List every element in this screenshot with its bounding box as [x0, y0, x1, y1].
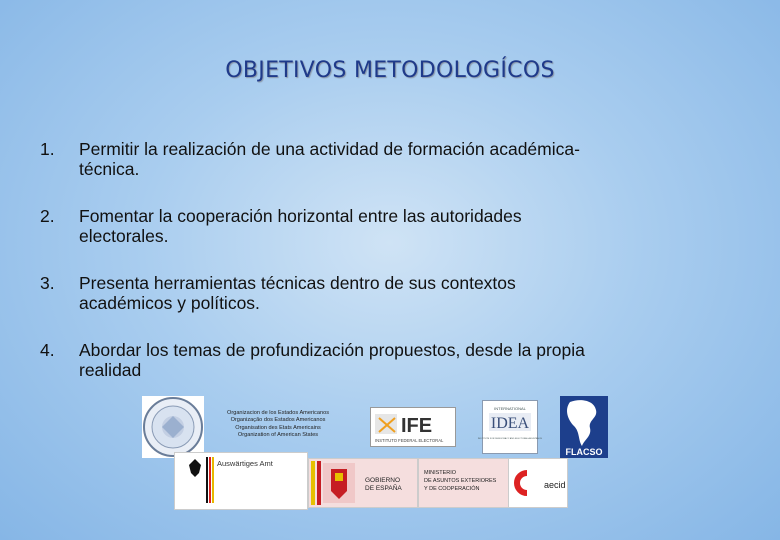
oas-seal-logo [142, 396, 204, 458]
oas-name-line: Organisation des Etats Americains [235, 424, 321, 431]
aecid-logo [508, 458, 568, 508]
objective-text [79, 273, 679, 313]
idea-logo-text: IDEA [490, 415, 530, 432]
objective-text-line: Abordar los temas de profundización propuestos, desde la propia [79, 340, 585, 360]
idea-logo-top: INTERNATIONAL [494, 406, 526, 411]
flacso-logo [560, 396, 608, 458]
idea-logo [477, 400, 543, 454]
oas-names [219, 410, 337, 439]
oas-name-line: Organization of American States [237, 431, 319, 438]
ministerio-text-line: DE ASUNTOS EXTERIORES [424, 478, 497, 484]
objective-number: 4. [40, 340, 55, 360]
objective-text-line: Permitir la realización de una actividad de formación académica- [79, 139, 580, 159]
objective-text-line: académicos y políticos. [79, 293, 260, 313]
idea-logo-subtitle: INSTITUTE FOR DEMOCRACY AND ELECTORAL ASSISTANCE [477, 438, 543, 440]
aecid-logo-text: aecid [544, 480, 566, 490]
ministerio-logo [418, 458, 510, 508]
ife-logo-subtitle: INSTITUTO FEDERAL ELECTORAL [375, 438, 444, 443]
gobierno-espana-logo [308, 458, 418, 508]
flacso-logo-text: FLACSO [565, 447, 603, 457]
oas-name-line: Organização dos Estados Americanos [230, 417, 326, 424]
oas-name-line: Organizacion de los Estados Americanos [227, 410, 329, 416]
objective-number: 3. [40, 273, 55, 293]
objective-text-line: técnica. [79, 159, 140, 179]
objective-text-line: electorales. [79, 226, 169, 246]
auswaertiges-amt-logo [174, 452, 308, 510]
ministerio-text-line: Y DE COOPERACIÓN [424, 486, 480, 492]
objective-number: 1. [40, 139, 55, 159]
ife-logo-text: IFE [401, 415, 433, 437]
auswaertiges-amt-text: Auswärtiges Amt [217, 459, 273, 468]
objective-text [79, 139, 679, 179]
gobierno-text-line: GOBIERNO [365, 477, 401, 484]
objective-number: 2. [40, 206, 55, 226]
objective-text [79, 206, 679, 246]
objective-text-line: realidad [79, 360, 142, 380]
ife-logo [370, 407, 456, 447]
objective-text-line: Presenta herramientas técnicas dentro de sus contextos [79, 273, 516, 293]
ministerio-text-line: MINISTERIO [424, 470, 457, 476]
slide-title: OBJETIVOS METODOLOGÍCOS [225, 58, 555, 83]
objective-text [79, 340, 679, 380]
objective-text-line: Fomentar la cooperación horizontal entre las autoridades [79, 206, 522, 226]
gobierno-text-line: DE ESPAÑA [365, 485, 402, 492]
